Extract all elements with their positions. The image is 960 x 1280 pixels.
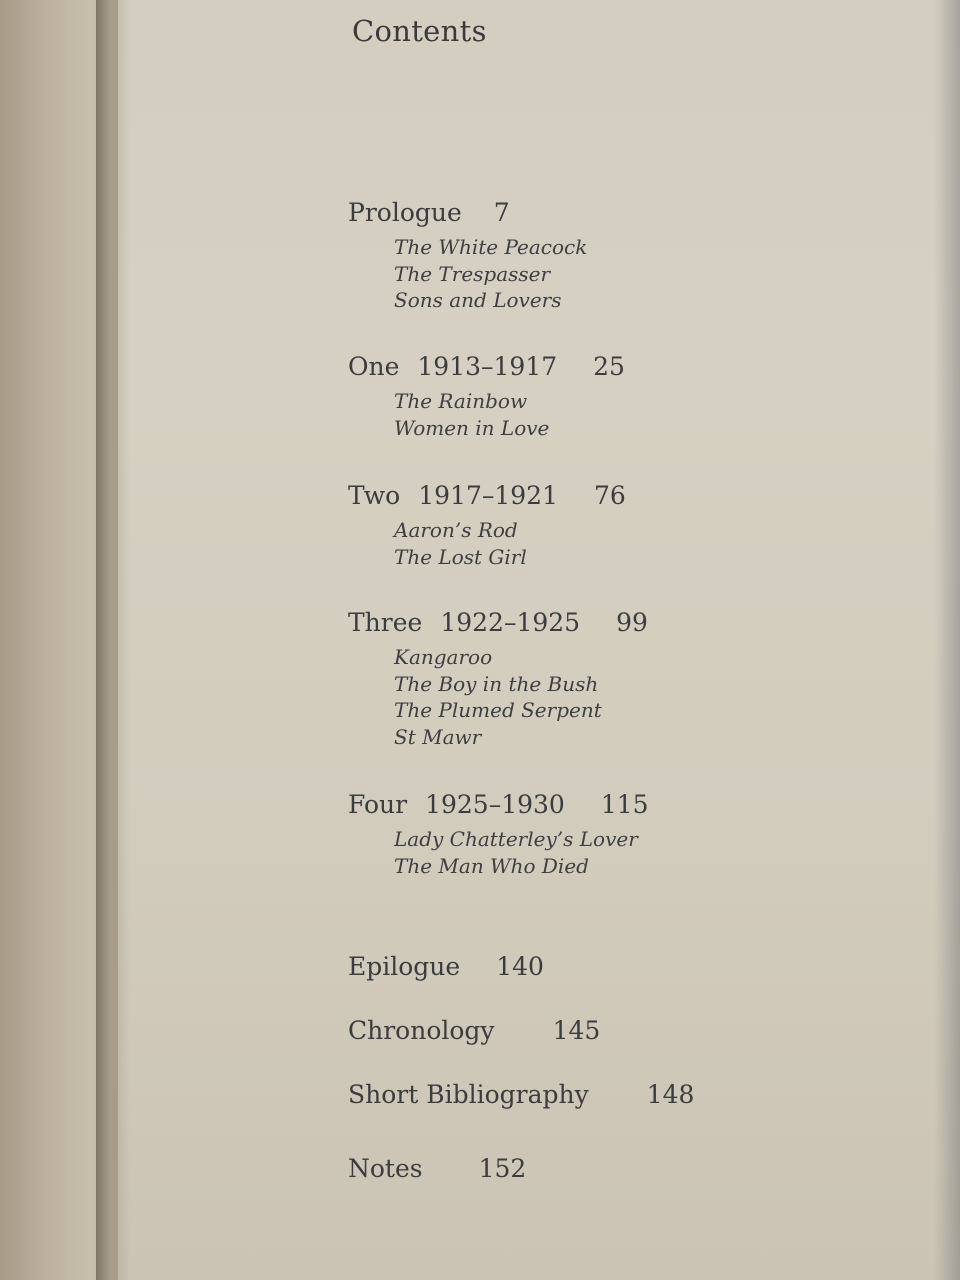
back-matter-label: Epilogue [348, 952, 461, 981]
section-page-number: 115 [600, 790, 649, 819]
back-matter-page-number: 148 [646, 1080, 695, 1109]
section-page-number: 25 [593, 352, 625, 381]
work-title: The Boy in the Bush [394, 671, 599, 696]
toc-section-prologue [348, 196, 587, 314]
work-title: The Plumed Serpent [394, 698, 602, 722]
work-title: The White Peacock [394, 235, 588, 259]
section-label: Prologue [348, 198, 462, 227]
work-title: Kangaroo [394, 645, 493, 669]
back-matter-page-number: 140 [496, 952, 544, 981]
work-title: St Mawr [394, 724, 482, 749]
toc-section-two [348, 479, 626, 570]
section-years: 1925–1930 [425, 790, 565, 819]
section-label: Four [348, 790, 408, 819]
work-title: The Trespasser [394, 261, 551, 286]
work-title: The Man Who Died [394, 853, 589, 878]
back-matter-label: Chronology [348, 1016, 495, 1045]
toc-section-three [348, 606, 648, 750]
page-edge-shadow [934, 0, 960, 1280]
toc-section-one [348, 350, 625, 441]
toc-notes [348, 1152, 526, 1186]
back-matter-label: Notes [348, 1154, 423, 1183]
section-page-number: 76 [593, 481, 626, 510]
section-years: 1913–1917 [417, 352, 558, 381]
back-matter-page-number: 152 [478, 1154, 527, 1183]
work-title: Lady Chatterley’s Lover [394, 827, 638, 851]
work-title: Women in Love [394, 415, 550, 440]
section-page-number: 99 [616, 608, 648, 637]
back-matter-page-number: 145 [552, 1016, 601, 1045]
work-title: Aaron’s Rod [394, 518, 518, 542]
book-gutter [96, 0, 130, 1280]
toc-short-bibliography [348, 1078, 694, 1112]
section-years: 1922–1925 [440, 608, 581, 637]
section-years: 1917–1921 [418, 481, 558, 510]
section-label: One [348, 352, 400, 381]
work-title: Sons and Lovers [394, 288, 562, 312]
work-title: The Rainbow [394, 389, 528, 413]
page-title: Contents [352, 14, 487, 48]
section-label: Two [348, 481, 401, 510]
toc-chronology [348, 1014, 600, 1048]
toc-epilogue [348, 950, 544, 984]
section-label: Three [348, 608, 423, 637]
section-page-number: 7 [493, 198, 510, 227]
toc-section-four [348, 788, 649, 879]
work-title: The Lost Girl [394, 544, 527, 569]
back-matter-label: Short Bibliography [348, 1080, 589, 1109]
